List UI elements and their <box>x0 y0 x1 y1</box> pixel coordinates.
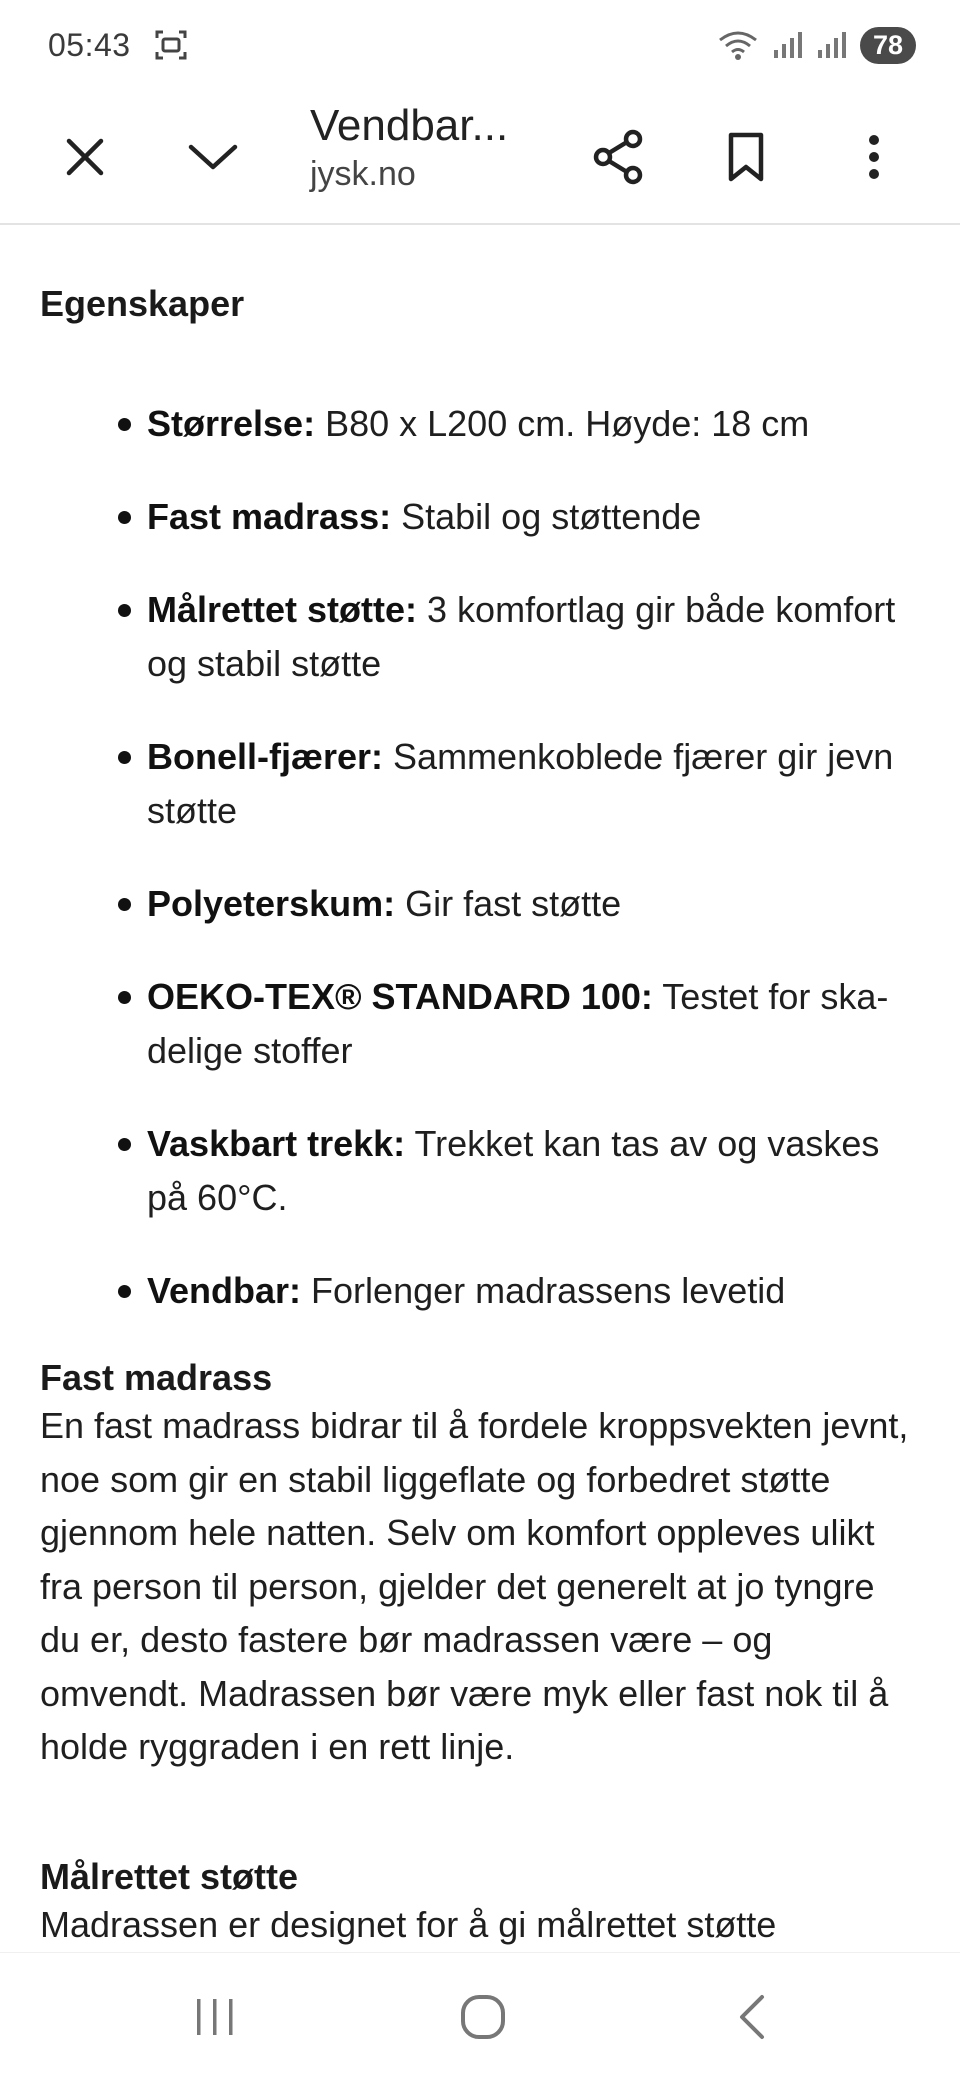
feature-text: B80 x L200 cm. Høyde: 18 cm <box>315 403 810 444</box>
feature-text: Sammenkoblede fjærer gir jevn støtte <box>147 736 894 831</box>
feature-label: Målrettet støtte: <box>147 589 418 630</box>
chevron-down-icon <box>187 141 239 173</box>
feature-item <box>40 970 920 1078</box>
feature-label: OEKO-TEX® STANDARD 100: <box>147 976 653 1017</box>
page-title: Vendbar... <box>310 101 509 150</box>
feature-item <box>40 490 920 544</box>
feature-label: Bonell-fjærer: <box>147 736 384 777</box>
share-icon <box>591 129 645 185</box>
recents-button[interactable] <box>175 1977 255 2057</box>
malrettet-heading: Målrettet støtte <box>40 1855 299 1897</box>
screenshot-icon <box>153 27 189 63</box>
feature-text: Trekket kan tas av og vaskes på 60°C. <box>147 1123 880 1218</box>
home-button[interactable] <box>443 1977 523 2057</box>
signal-icon <box>816 30 846 60</box>
bookmark-button[interactable] <box>706 117 786 197</box>
bookmark-icon <box>726 131 766 183</box>
feature-item <box>40 583 920 691</box>
feature-item <box>40 397 920 451</box>
close-button[interactable] <box>45 117 125 197</box>
feature-text: 3 komfortlag gir både komfort og stabil støtte <box>147 589 896 684</box>
features-list <box>40 397 920 1318</box>
feature-text: Gir fast støtte <box>395 883 622 924</box>
bullet-icon <box>118 1138 131 1151</box>
bullet-icon <box>118 991 131 1004</box>
feature-text: Stabil og støttende <box>391 496 702 537</box>
page-content[interactable] <box>0 227 960 1952</box>
feature-label: Polyeterskum: <box>147 883 396 924</box>
feature-item <box>40 877 920 931</box>
feature-label: Størrelse: <box>147 403 316 444</box>
fast-madrass-paragraph: En fast madrass bidrar til å fordele kroppsvekten jevnt, noe som gir en stabil liggeflate og forbedret støtte gjennom hele natten. Selv om komfort oppleves ulikt fra person til person, gjelder det generelt at jo tyngre du er, desto fastere bør madrassen være – og omvendt. Madrassen bør være myk eller fast nok til å holde ryggraden i en rett linje. <box>40 1405 909 1767</box>
minimize-button[interactable] <box>173 117 253 197</box>
battery-indicator: 78 <box>860 27 916 64</box>
page-domain: jysk.no <box>310 154 416 193</box>
bullet-icon <box>118 604 131 617</box>
bullet-icon <box>118 418 131 431</box>
feature-item <box>40 1264 920 1318</box>
close-icon <box>63 135 107 179</box>
feature-text: Testet for skadelige stoffer <box>147 976 889 1071</box>
feature-item <box>40 1117 920 1225</box>
properties-heading: Egenskaper <box>40 283 245 324</box>
wifi-icon <box>718 28 758 62</box>
fast-madrass-heading: Fast madrass <box>40 1357 273 1398</box>
share-button[interactable] <box>578 117 658 197</box>
status-bar <box>0 0 960 90</box>
feature-item <box>40 730 920 838</box>
system-nav-bar <box>0 1952 960 2080</box>
feature-label: Fast madrass: <box>147 496 392 537</box>
home-icon <box>459 1993 507 2041</box>
malrettet-paragraph: Madrassen er designet for å gi målrettet støtte <box>40 1903 777 1945</box>
more-vert-icon <box>867 133 881 181</box>
page-title-block[interactable] <box>310 100 570 194</box>
feature-text: Forlenger madrassens levetid <box>301 1270 786 1311</box>
signal-icon <box>772 30 802 60</box>
status-time: 05:43 <box>48 26 131 63</box>
back-button[interactable] <box>712 1977 792 2057</box>
feature-label: Vaskbart trekk: <box>147 1123 406 1164</box>
feature-label: Vendbar: <box>147 1270 302 1311</box>
bullet-icon <box>118 1285 131 1298</box>
bullet-icon <box>118 511 131 524</box>
recents-icon <box>193 1995 237 2039</box>
bullet-icon <box>118 898 131 911</box>
more-options-button[interactable] <box>834 117 914 197</box>
status-icons <box>718 27 916 64</box>
browser-toolbar <box>0 90 960 225</box>
bullet-icon <box>118 751 131 764</box>
back-icon <box>734 1993 770 2041</box>
